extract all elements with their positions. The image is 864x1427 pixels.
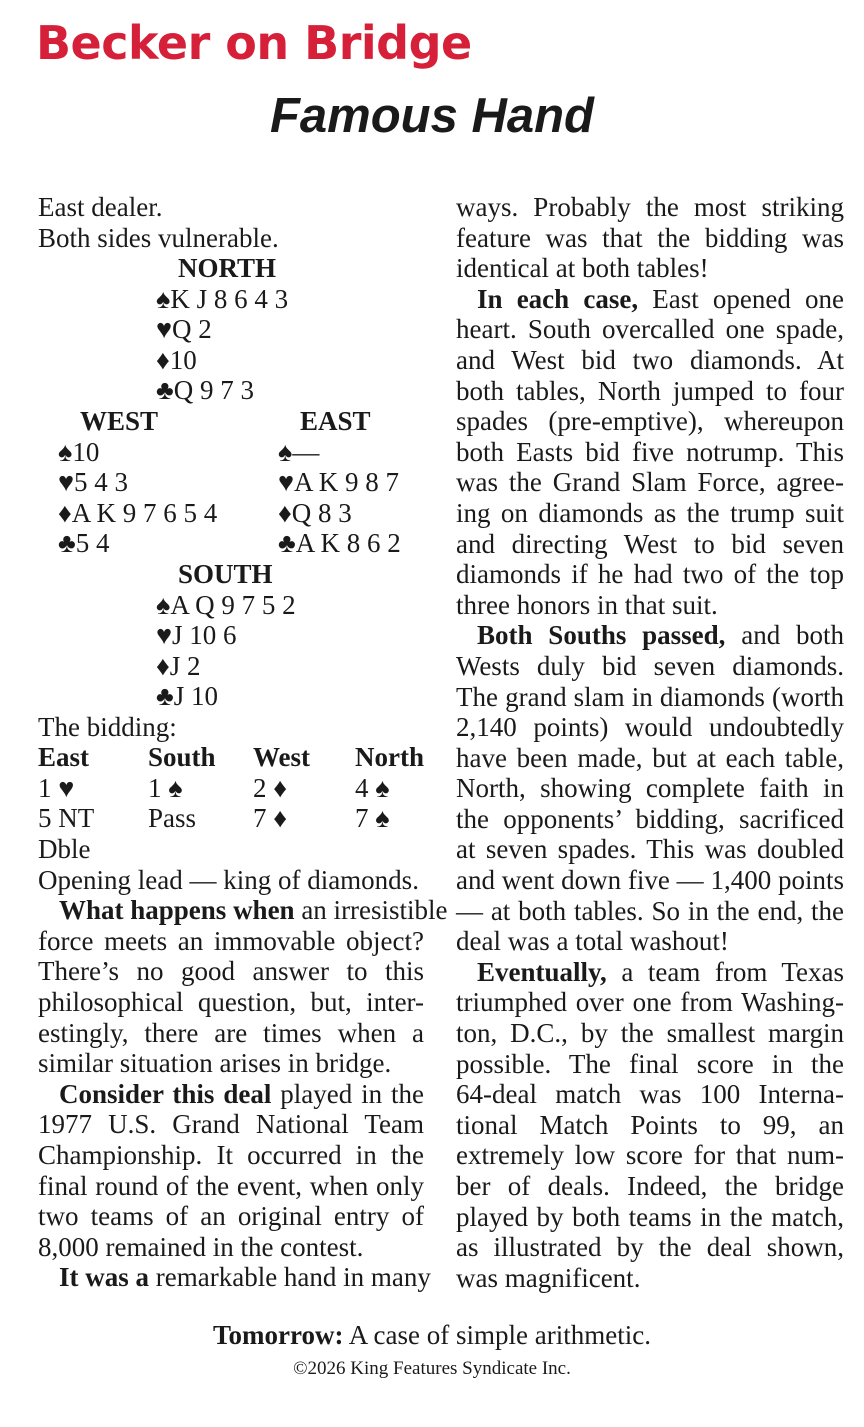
text-line	[456, 743, 844, 774]
west-diamonds: ♦A K 9 7 6 5 4	[58, 498, 218, 529]
bid-cell: 7 ♠	[355, 803, 390, 834]
paragraph-lead-in: What happens when	[59, 895, 295, 926]
line-text: and directing West to bid seven	[456, 528, 844, 559]
hand-diagram	[38, 253, 424, 773]
west-clubs: ♣5 4	[58, 528, 110, 559]
text-line	[456, 406, 844, 437]
article-paragraph	[456, 957, 844, 1294]
west-hearts: ♥5 4 3	[58, 467, 129, 498]
line-text: spades (pre-emptive), whereupon	[456, 406, 844, 437]
text-line	[38, 1140, 424, 1171]
intro-dealer: East dealer.	[38, 192, 163, 222]
text-line	[456, 1049, 844, 1080]
line-text: — at both tables. So in the end, the	[456, 895, 844, 926]
text-line	[456, 559, 844, 590]
text-line	[456, 896, 844, 927]
text-line	[456, 1232, 844, 1263]
text-line	[38, 1262, 431, 1293]
text-line	[456, 834, 844, 865]
text-line	[38, 1201, 424, 1232]
line-text: similar situation arises in bridge.	[38, 1048, 392, 1079]
line-text: East opened one	[638, 283, 845, 314]
bidding-row	[38, 834, 424, 865]
paragraph-lead-in: In each case,	[477, 283, 639, 314]
copyright: ©2026 King Features Syndicate Inc.	[293, 1358, 571, 1379]
paragraph-lead-in: It was a	[59, 1262, 150, 1293]
bid-cell: 5 NT	[38, 803, 95, 834]
text-line	[456, 284, 844, 315]
line-text: tional Match Points to 99, an	[456, 1109, 844, 1140]
text-line	[456, 590, 844, 621]
text-line	[456, 314, 844, 345]
east-label: EAST	[300, 406, 371, 437]
bidding-header-west: West	[253, 742, 310, 773]
line-text: philosophical question, but, inter-	[38, 986, 424, 1017]
text-line	[456, 773, 844, 804]
text-line	[38, 895, 448, 926]
text-line	[38, 987, 424, 1018]
line-text: a team from Texas	[606, 956, 844, 987]
headline: Famous Hand	[270, 89, 594, 143]
text-line	[456, 865, 844, 896]
bid-cell: 4 ♠	[355, 772, 390, 803]
tomorrow-text: A case of simple arithmetic.	[343, 1320, 651, 1350]
line-text: three honors in that suit.	[456, 589, 718, 620]
line-text: the opponents’ bidding, sacrificed	[456, 803, 844, 834]
line-text: played by both teams in the match,	[456, 1201, 844, 1232]
bidding-header-south: South	[148, 742, 216, 773]
line-text: There’s no good answer to this	[38, 956, 424, 987]
line-text: triumphed over one from Washing-	[456, 987, 844, 1018]
text-line	[456, 1079, 844, 1110]
line-text: 2,140 points) would undoubtedly	[456, 712, 844, 743]
right-column	[456, 192, 844, 1293]
text-line	[456, 1018, 844, 1049]
text-line	[456, 957, 844, 988]
line-text: both Easts bid five notrump. This	[456, 436, 844, 467]
line-text: identical at both tables!	[456, 253, 709, 284]
line-text: 1977 U.S. Grand National Team	[38, 1109, 424, 1140]
article-paragraph	[38, 1262, 431, 1293]
text-line	[38, 1171, 424, 1202]
bid-cell: Pass	[148, 803, 197, 834]
line-text: an irresistible	[294, 895, 448, 926]
line-text: Wests duly bid seven diamonds.	[456, 650, 844, 681]
line-text: at seven spades. This was doubled	[456, 834, 844, 865]
text-line	[456, 712, 844, 743]
text-line	[456, 1171, 844, 1202]
line-text: final round of the event, when only	[38, 1170, 424, 1201]
opening-lead: Opening lead — king of diamonds.	[38, 864, 419, 895]
bidding-table	[38, 742, 424, 864]
bidding-row	[38, 803, 424, 834]
text-line	[456, 682, 844, 713]
bidding-row	[38, 773, 424, 804]
text-line	[38, 1109, 424, 1140]
text-line	[456, 529, 844, 560]
east-hearts: ♥A K 9 8 7	[278, 467, 400, 498]
bid-cell: 1 ♠	[148, 772, 183, 803]
line-text: force meets an immovable object?	[38, 925, 424, 956]
line-text: ber of deals. Indeed, the bridge	[456, 1171, 844, 1201]
north-label: NORTH	[178, 253, 277, 284]
line-text: as illustrated by the deal shown,	[456, 1232, 844, 1263]
text-line	[456, 1110, 844, 1141]
line-text: played in the	[271, 1078, 424, 1109]
line-text: diamonds if he had two of the top	[456, 559, 844, 590]
line-text: North, showing complete faith in	[456, 773, 844, 804]
line-text: possible. The final score in the	[456, 1048, 844, 1079]
paragraph-lead-in: Eventually,	[477, 956, 607, 987]
line-text: ways. Probably the most striking	[456, 192, 844, 222]
left-column	[38, 192, 448, 1293]
text-line	[456, 376, 844, 407]
east-clubs: ♣A K 8 6 2	[278, 528, 401, 559]
north-clubs: ♣Q 9 7 3	[156, 375, 254, 406]
text-line	[38, 1079, 424, 1110]
line-text: 64-deal match was 100 Interna-	[456, 1079, 844, 1110]
east-diamonds: ♦Q 8 3	[278, 498, 352, 529]
article-paragraph	[38, 1079, 424, 1263]
line-text: and went down five — 1,400 points	[456, 865, 844, 896]
line-text: feature was that the bidding was	[456, 222, 844, 253]
article-paragraph	[456, 192, 844, 284]
line-text: estingly, there are times when a	[38, 1017, 424, 1048]
line-text: have been made, but at each table,	[456, 742, 844, 773]
bid-cell: 2 ♦	[253, 772, 288, 803]
south-spades: ♠A Q 9 7 5 2	[156, 590, 296, 621]
south-hearts: ♥J 10 6	[156, 620, 237, 651]
south-diamonds: ♦J 2	[156, 651, 201, 682]
text-line	[456, 498, 844, 529]
line-text: and West bid two diamonds. At	[456, 344, 844, 375]
west-spades: ♠10	[58, 437, 100, 468]
bid-cell: 1 ♥	[38, 772, 75, 803]
line-text: was magnificent.	[456, 1262, 641, 1293]
text-line	[456, 926, 844, 957]
paragraph-lead-in: Both Souths passed,	[477, 620, 726, 651]
line-text: two teams of an original entry of	[38, 1201, 424, 1232]
text-line	[456, 651, 844, 682]
line-text: remarkable hand in many	[149, 1262, 431, 1293]
line-text: 8,000 remained in the contest.	[38, 1231, 364, 1262]
line-text: The grand slam in diamonds (worth	[456, 681, 844, 712]
right-paragraphs	[456, 192, 844, 1293]
text-line	[456, 1263, 844, 1294]
text-line	[456, 192, 844, 223]
article-paragraph	[456, 620, 844, 957]
south-clubs: ♣J 10	[156, 681, 218, 712]
line-text: ton, D.C., by the smallest margin	[456, 1018, 844, 1049]
north-diamonds: ♦10	[156, 345, 197, 376]
line-text: both tables, North jumped to four	[456, 375, 844, 406]
text-line	[456, 223, 844, 254]
text-line	[456, 1140, 844, 1171]
tomorrow-label: Tomorrow:	[213, 1320, 344, 1350]
text-line	[38, 1048, 424, 1079]
bidding-header-north: North	[355, 742, 424, 773]
left-paragraphs	[38, 895, 448, 1293]
line-text: and both	[725, 620, 844, 651]
line-text: Championship. It occurred in the	[38, 1139, 424, 1170]
text-line	[456, 253, 844, 284]
bidding-header-east: East	[38, 742, 90, 773]
north-spades: ♠K J 8 6 4 3	[156, 284, 289, 315]
text-line	[456, 345, 844, 376]
west-label: WEST	[80, 406, 159, 437]
text-line	[456, 987, 844, 1018]
line-text: deal was a total washout!	[456, 926, 729, 957]
text-line	[38, 926, 424, 957]
east-spades: ♠—	[278, 437, 320, 468]
text-line	[456, 620, 844, 651]
text-line	[456, 437, 844, 468]
text-line	[38, 1232, 424, 1263]
masthead: Becker on Bridge	[36, 16, 472, 70]
text-line	[456, 1202, 844, 1233]
line-text: was the Grand Slam Force, agree-	[456, 467, 844, 498]
text-line	[456, 467, 844, 498]
line-text: extremely low score for that num-	[456, 1140, 844, 1171]
article-paragraph	[38, 895, 448, 1079]
bid-cell: 7 ♦	[253, 803, 288, 834]
south-label: SOUTH	[178, 559, 273, 590]
article-paragraph	[456, 284, 844, 621]
paragraph-lead-in: Consider this deal	[59, 1078, 272, 1109]
bid-cell: Dble	[38, 833, 91, 864]
bidding-header-row	[38, 742, 424, 773]
intro-vulnerability: Both sides vulnerable.	[38, 222, 279, 253]
bidding-title: The bidding:	[38, 712, 177, 743]
text-line	[456, 804, 844, 835]
line-text: ing on diamonds as the trump suit	[456, 497, 844, 528]
north-hearts: ♥Q 2	[156, 314, 212, 345]
text-line	[38, 956, 424, 987]
line-text: heart. South overcalled one spade,	[456, 314, 844, 345]
tomorrow-teaser	[0, 1320, 864, 1351]
text-line	[38, 1018, 424, 1049]
